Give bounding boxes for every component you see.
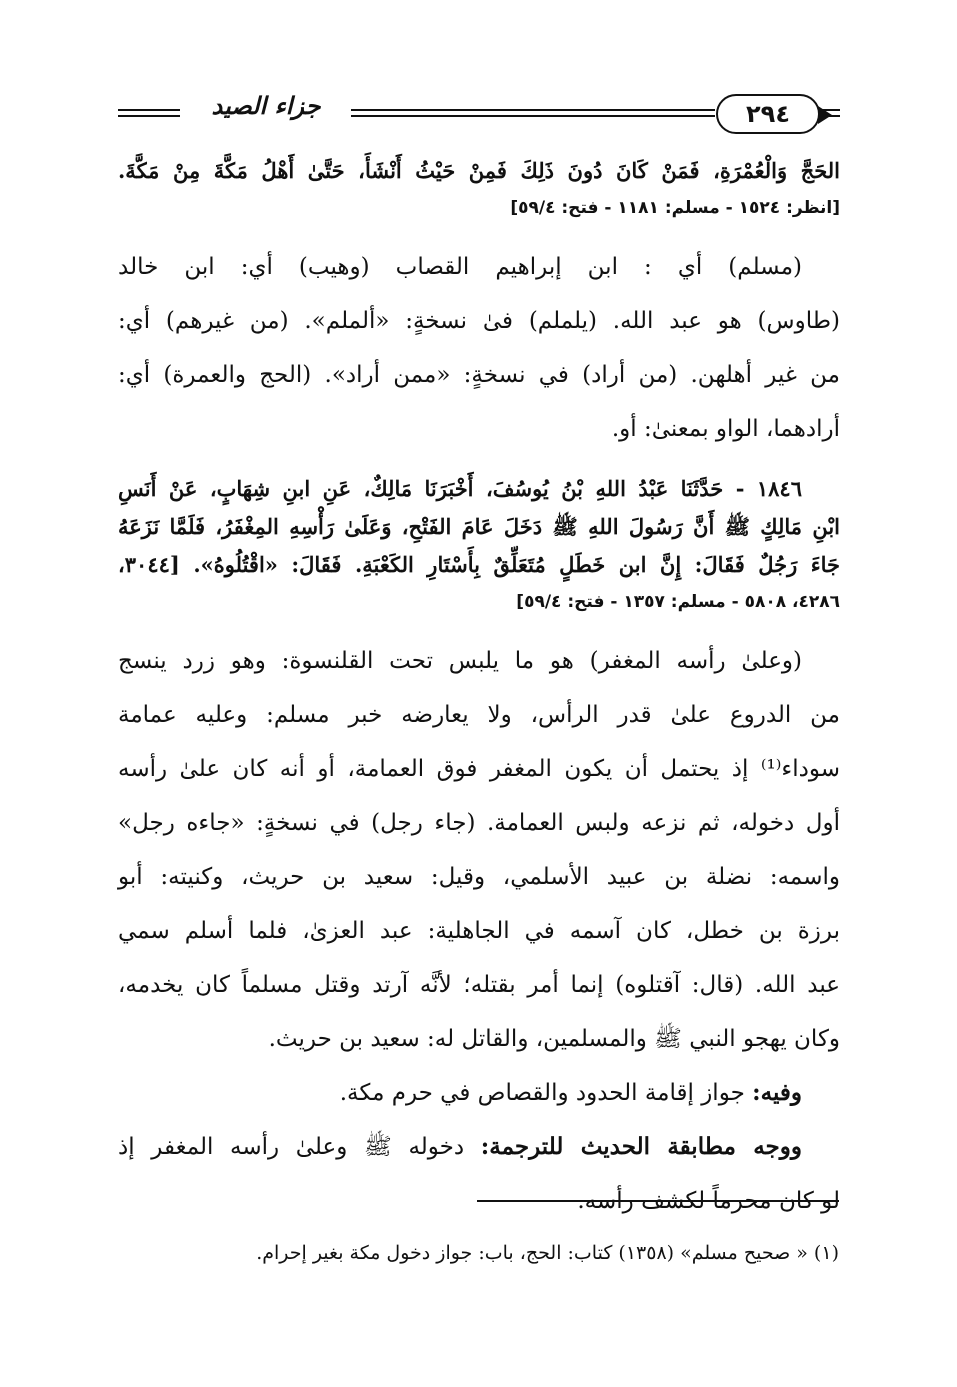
benefit-text: جواز إقامة الحدود والقصاص في حرم مكة. (339, 1080, 753, 1106)
footnote-rule (477, 1200, 839, 1202)
hadith-text-line: ١٨٤٦ - حَدَّثَنَا عَبْدُ اللهِ بْنُ يُوسُفَ، أَخْبَرَنَا مَالِكٌ، عَنِ ابنِ شِهَابٍ، عَنْ أَنَسِ (118, 476, 802, 501)
hadith-text-line: ابْنِ مَالِكٍ ﷺ أَنَّ رَسُولَ اللهِ ﷺ دَخَلَ عَامَ الفَتْحِ، وَعَلَىٰ رَأْسِهِ المِغْفَرُ، فَلَمَّا نَزَعَهُ (118, 514, 840, 539)
commentary-line: برزة بن خطل، كان آسمه في الجاهلية: عبد العزىٰ، فلما أسلم سمي (118, 918, 840, 944)
page-header (118, 88, 840, 140)
commentary-line: من غير أهلهن. (من أراد) في نسخةٍ: «ممن أراد». (الحج والعمرة) أي: (118, 362, 840, 388)
commentary-line: وكان يهجو النبي ﷺ والمسلمين، والقاتل له: سعيد بن حريث. (268, 1026, 840, 1052)
page-number: ٢٩٤ (716, 94, 820, 134)
title-match-line (118, 1120, 840, 1174)
commentary-paragraph (118, 240, 840, 456)
commentary-paragraph (118, 634, 840, 1066)
commentary-line: أرادهما، الواو بمعنىٰ: أو. (611, 416, 840, 442)
commentary-line: عبد الله. (قال: آقتلوه) إنما أمر بقتله؛ لأنَّه آرتد وقتل مسلماً كان يخدمه، (118, 972, 840, 998)
header-rule (351, 109, 715, 111)
running-title: جزاء الصيد (211, 92, 321, 120)
commentary-line: سوداء⁽¹⁾ إذ يحتمل أن يكون المغفر فوق العمامة، أو أنه كان علىٰ رأسه (118, 756, 840, 782)
commentary-line: واسمه: نضلة بن عبيد الأسلمي، وقيل: سعيد بن حريث، وكنيته: أبو (118, 864, 840, 890)
header-rule (118, 109, 180, 111)
header-rule (118, 115, 180, 117)
footnote: (١) « صحيح مسلم» (١٣٥٨) كتاب: الحج، باب: جواز دخول مكة بغير إحرام. (256, 1242, 839, 1264)
benefit-line (118, 1066, 840, 1120)
hadith-reference: [انظر: ١٥٢٤ - مسلم: ١١٨١ - فتح: ٥٩/٤] (510, 198, 840, 218)
commentary-line: أول دخوله، ثم نزعه ولبس العمامة. (جاء رجل) في نسخةٍ: «جاءه رجل» (118, 810, 840, 836)
hadith-text-line: جَاءَ رَجُلٌ فَقَالَ: إِنَّ ابن خَطَلٍ مُتَعَلِّقٌ بِأَسْتَارِ الكَعْبَةِ. فَقَالَ: «اقْتُلُوهُ». [٣٠٤٤، (118, 552, 840, 577)
title-match-lead: ووجه مطابقة الحديث للترجمة: (480, 1133, 802, 1160)
header-rule (820, 109, 840, 111)
hadith-text-line: الحَجَّ وَالْعُمْرَةِ، فَمَنْ كَانَ دُونَ ذَلِكَ فَمِنْ حَيْثُ أَنْشَأَ، حَتَّىٰ أَهْلُ مَكَّةَ مِنْ مَكَّةَ. (118, 158, 840, 183)
header-rule (820, 115, 840, 117)
title-match-line: لو كان محرماً لكشف رأسه. (577, 1188, 840, 1214)
page-body (118, 152, 840, 1228)
commentary-line: (طاوس) هو عبد الله. (يلملم) فىٰ نسخةٍ: «ألملم». (من غيرهم) أي: (118, 308, 840, 334)
benefit-lead: وفيه: (752, 1079, 802, 1106)
commentary-line: من الدروع علىٰ قدر الرأس، ولا يعارضه خبر مسلم: وعليه عمامة (118, 702, 840, 728)
header-rule (351, 115, 715, 117)
hadith-block (118, 470, 840, 620)
title-match-text: دخوله ﷺ وعلىٰ رأسه المغفر إذ (118, 1134, 481, 1160)
commentary-line: (مسلم) أي : ابن إبراهيم القصاب (وهيب) أي: ابن خالد (118, 254, 802, 280)
hadith-reference: ٤٢٨٦، ٥٨٠٨ - مسلم: ١٣٥٧ - فتح: ٥٩/٤] (516, 592, 840, 612)
commentary-line: (وعلىٰ رأسه المغفر) هو ما يلبس تحت القلنسوة: وهو زرد ينسج (118, 648, 802, 674)
